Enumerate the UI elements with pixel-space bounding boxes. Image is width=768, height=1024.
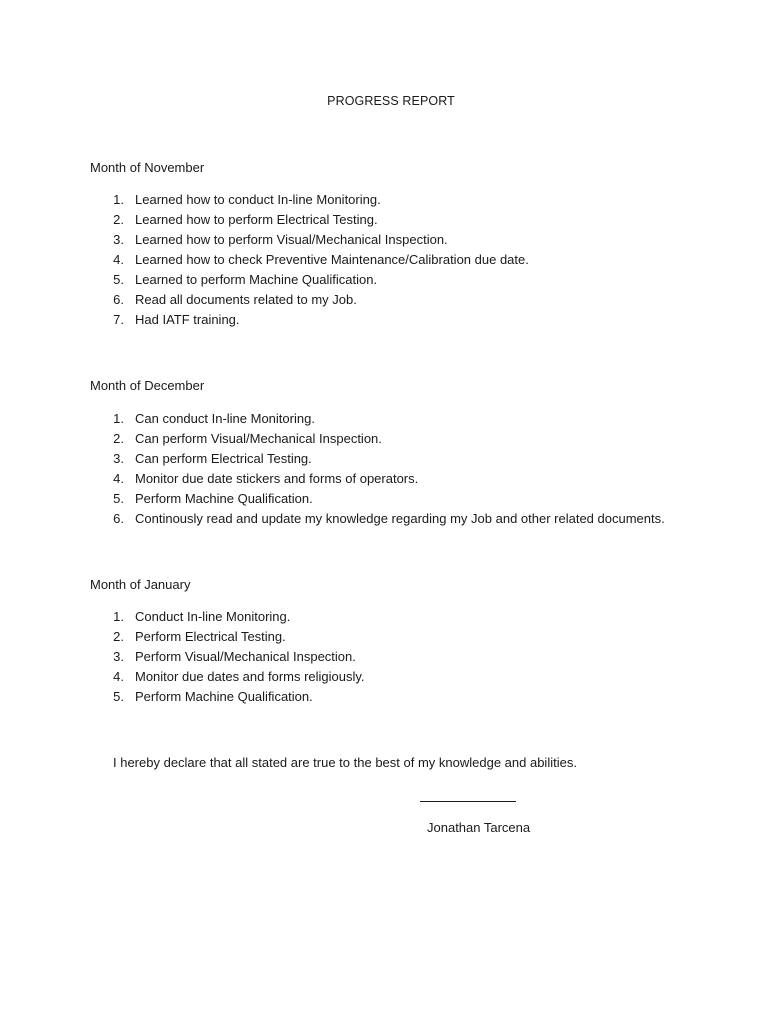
list-item xyxy=(90,250,529,270)
signatory-name: Jonathan Tarcena xyxy=(427,820,531,835)
list-number: 1. xyxy=(113,411,124,426)
list-item xyxy=(90,509,665,529)
january-list xyxy=(90,607,365,707)
list-number: 3. xyxy=(113,649,124,664)
list-item xyxy=(90,190,529,210)
list-item xyxy=(90,627,365,647)
list-number: 5. xyxy=(113,689,124,704)
list-item xyxy=(90,607,365,627)
list-number: 5. xyxy=(113,491,124,506)
list-number: 1. xyxy=(113,192,124,207)
list-text: Learned how to perform Electrical Testing. xyxy=(135,212,378,227)
signature-line xyxy=(420,789,516,802)
list-text: Learned how to check Preventive Maintenance/Calibration due date. xyxy=(135,252,529,267)
list-text: Can conduct In-line Monitoring. xyxy=(135,411,315,426)
list-number: 2. xyxy=(113,629,124,644)
list-item xyxy=(90,290,529,310)
list-item xyxy=(90,210,529,230)
list-number: 4. xyxy=(113,252,124,267)
list-text: Continously read and update my knowledge regarding my Job and other related documents. xyxy=(135,511,665,526)
november-list xyxy=(90,190,529,330)
list-item xyxy=(90,469,665,489)
december-list xyxy=(90,409,665,529)
page-title: PROGRESS REPORT xyxy=(327,94,455,108)
list-item xyxy=(90,687,365,707)
list-text: Conduct In-line Monitoring. xyxy=(135,609,291,624)
list-number: 5. xyxy=(113,272,124,287)
list-number: 3. xyxy=(113,451,124,466)
list-number: 2. xyxy=(113,431,124,446)
list-number: 1. xyxy=(113,609,124,624)
section-heading-january: Month of January xyxy=(90,577,191,592)
list-text: Perform Visual/Mechanical Inspection. xyxy=(135,649,356,664)
list-item xyxy=(90,270,529,290)
list-text: Learned how to conduct In-line Monitoring. xyxy=(135,192,381,207)
list-item xyxy=(90,230,529,250)
list-item xyxy=(90,489,665,509)
list-number: 4. xyxy=(113,669,124,684)
declaration-text: I hereby declare that all stated are true to the best of my knowledge and abilities. xyxy=(113,755,577,770)
list-item xyxy=(90,429,665,449)
list-text: Perform Machine Qualification. xyxy=(135,491,313,506)
list-text: Read all documents related to my Job. xyxy=(135,292,357,307)
section-heading-december: Month of December xyxy=(90,378,205,393)
list-number: 2. xyxy=(113,212,124,227)
list-number: 3. xyxy=(113,232,124,247)
section-heading-november: Month of November xyxy=(90,160,205,175)
list-text: Perform Electrical Testing. xyxy=(135,629,286,644)
list-text: Can perform Visual/Mechanical Inspection. xyxy=(135,431,382,446)
list-item xyxy=(90,667,365,687)
list-item xyxy=(90,449,665,469)
list-number: 7. xyxy=(113,312,124,327)
list-number: 6. xyxy=(113,292,124,307)
list-text: Perform Machine Qualification. xyxy=(135,689,313,704)
list-text: Had IATF training. xyxy=(135,312,240,327)
list-item xyxy=(90,310,529,330)
list-text: Learned to perform Machine Qualification. xyxy=(135,272,378,287)
list-number: 4. xyxy=(113,471,124,486)
list-number: 6. xyxy=(113,511,124,526)
list-text: Learned how to perform Visual/Mechanical Inspection. xyxy=(135,232,448,247)
list-item xyxy=(90,409,665,429)
list-text: Can perform Electrical Testing. xyxy=(135,451,312,466)
list-text: Monitor due dates and forms religiously. xyxy=(135,669,365,684)
list-text: Monitor due date stickers and forms of operators. xyxy=(135,471,419,486)
list-item xyxy=(90,647,365,667)
